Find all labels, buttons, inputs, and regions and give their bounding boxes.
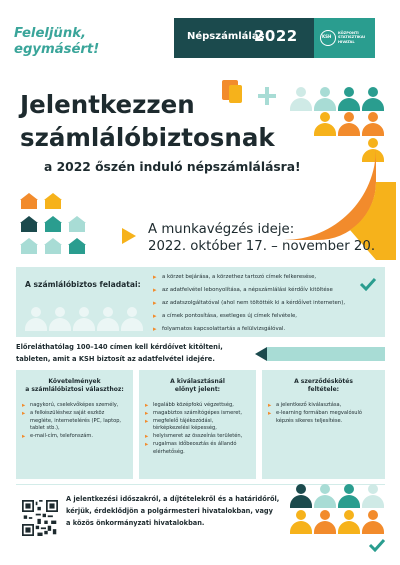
requirements-list xyxy=(22,402,126,441)
contract-box xyxy=(262,370,385,479)
contract-title: A szerződéskötés feltétele: xyxy=(294,378,353,393)
person-icon xyxy=(97,307,119,331)
slogan-line-2: egymásért! xyxy=(14,42,100,57)
census-year: 2022 xyxy=(254,27,298,45)
house-icon xyxy=(20,238,38,254)
person-icon xyxy=(362,112,384,136)
header-banner xyxy=(174,18,375,58)
house-icon xyxy=(20,193,38,209)
list-item: ▸ folyamatos kapcsolattartás a felülvizsgálóval. xyxy=(153,323,345,336)
person-icon xyxy=(362,510,384,534)
person-icon xyxy=(121,307,143,331)
list-item: ▸ megfelelő tájékozódási, térképkezelési képesség, xyxy=(145,418,249,434)
person-icon xyxy=(362,87,384,111)
list-item: ▸ rugalmas időbeosztás és állandó elérhetőség. xyxy=(145,441,249,457)
person-icon xyxy=(338,510,360,534)
ksh-logo-box xyxy=(314,18,375,58)
person-icon xyxy=(338,484,360,508)
devices-text xyxy=(16,342,246,365)
list-item: ▸ a címek pontosítása, esetleges új címek felvétele, xyxy=(153,310,345,323)
person-icon xyxy=(362,484,384,508)
census-label-box xyxy=(174,18,314,58)
house-icon xyxy=(68,216,86,232)
tasks-title: A számlálóbiztos feladatai: xyxy=(25,280,141,289)
headline-subtitle: a 2022 őszén induló népszámlálásra! xyxy=(44,160,301,174)
house-icon xyxy=(44,238,62,254)
tasks-box xyxy=(16,267,385,337)
person-icon xyxy=(314,87,336,111)
tasks-list xyxy=(153,271,345,336)
headline xyxy=(20,88,275,154)
check-icon xyxy=(359,277,377,291)
ksh-org-name: KÖZPONTI STATISZTIKAI HIVATAL xyxy=(338,31,365,44)
headline-line-1: Jelentkezzen xyxy=(20,90,195,119)
qr-code-icon xyxy=(22,500,58,536)
contact-line-3: a közös önkormányzati hivatalokban. xyxy=(66,519,205,527)
headline-line-2: számlálóbiztosnak xyxy=(20,123,275,152)
devices-line-2: tableten, amit a KSH biztosít az adatfelvétel idejére. xyxy=(16,354,215,363)
house-icon xyxy=(20,216,38,232)
person-icon xyxy=(290,510,312,534)
triangle-icon xyxy=(122,228,136,244)
worktime-dates: 2022. október 17. – november 20. xyxy=(148,239,376,254)
accent-bar xyxy=(267,347,385,361)
house-icon xyxy=(44,216,62,232)
advantages-list xyxy=(145,402,249,457)
contact-info xyxy=(66,493,316,529)
list-item: ▸ a felkészüléshez saját eszköz megléte, internetelérés (PC, laptop, tablet stb.), xyxy=(22,410,126,433)
advantages-title: A kiválasztásnál előnyt jelent: xyxy=(170,378,225,393)
ksh-logo-text: KSH xyxy=(322,34,332,39)
person-icon xyxy=(338,112,360,136)
list-item: ▸ a körzet bejárása, a körzethez tartozó címek felkeresése, xyxy=(153,271,345,284)
slogan-line-1: Feleljünk, xyxy=(14,26,86,41)
worktime-label: A munkavégzés ideje: xyxy=(148,222,295,237)
person-icon xyxy=(314,484,336,508)
requirements-box xyxy=(16,370,133,479)
contract-list xyxy=(268,402,378,425)
list-item: ▸ az adatfelvétel lebonyolítása, a népszámlálási kérdőív kitöltése xyxy=(153,284,345,297)
house-icon xyxy=(44,193,62,209)
house-icon xyxy=(68,238,86,254)
person-icon xyxy=(314,510,336,534)
person-icon xyxy=(73,307,95,331)
person-icon xyxy=(338,87,360,111)
list-item: ▸ helyismeret az összeírás területén, xyxy=(145,433,249,441)
contact-line-2: kérjük, érdeklődjön a polgármesteri hivatalokban, vagy xyxy=(66,507,273,515)
list-item: ▸ nagykorú, cselekvőképes személy, xyxy=(22,402,126,410)
person-icon xyxy=(290,87,312,111)
list-item: ▸ e-mail-cím, telefonszám. xyxy=(22,433,126,441)
list-item: ▸ a jelentkező kiválasztása, xyxy=(268,402,378,410)
person-icon xyxy=(25,307,47,331)
list-item: ▸ legalább középfokú végzettség, xyxy=(145,402,249,410)
list-item: ▸ magabiztos számítógépes ismeret, xyxy=(145,410,249,418)
person-icon xyxy=(49,307,71,331)
contact-line-1: A jelentkezési időszakról, a díjtételekről és a határidőről, xyxy=(66,495,280,503)
requirements-title: Követelmények a számlálóbiztosi választhoz: xyxy=(25,378,124,393)
devices-line-1: Előreláthatólag 100–140 címen kell kérdőívet kitölteni, xyxy=(16,343,223,351)
check-icon xyxy=(368,538,386,552)
list-item: ▸ az adatszolgáltatóval (ahol nem töltötték ki a kérdőívet interneten), xyxy=(153,297,345,310)
advantages-box xyxy=(139,370,256,479)
person-icon xyxy=(290,484,312,508)
person-icon xyxy=(314,112,336,136)
slogan xyxy=(14,26,134,58)
list-item: ▸ e-learning formában megvalósuló képzés sikeres teljesítése. xyxy=(268,410,378,426)
census-label: Népszámlálás xyxy=(187,31,265,42)
triangle-left-icon xyxy=(255,347,267,361)
